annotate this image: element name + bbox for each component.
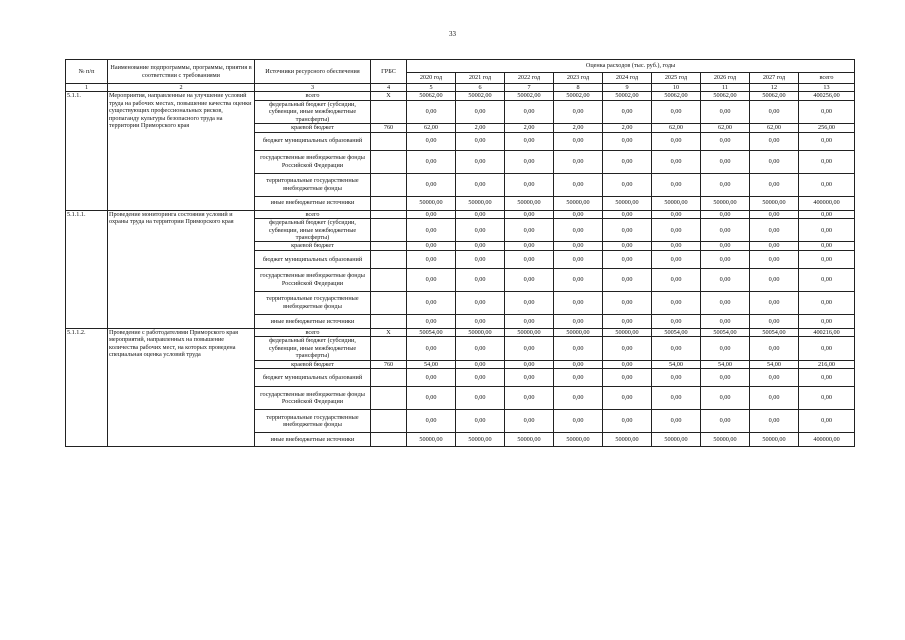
total-value: 0,00	[799, 410, 855, 433]
total-value: 256,00	[799, 124, 855, 132]
year-value: 0,00	[603, 250, 652, 268]
year-value: 0,00	[603, 219, 652, 242]
total-value: 0,00	[799, 387, 855, 410]
year-value: 0,00	[750, 150, 799, 173]
grbs-code	[371, 150, 407, 173]
year-value: 0,00	[652, 132, 701, 150]
total-value: 0,00	[799, 210, 855, 218]
total-value: 0,00	[799, 100, 855, 123]
year-value: 0,00	[603, 173, 652, 196]
grbs-code	[371, 314, 407, 328]
year-value: 0,00	[701, 410, 750, 433]
activity-name: Мероприятия, направленные на улучшение условий труда на рабочих местах, повышение качества оценки существующих профессиональных рисков, пропаганду культуры безопасного труда на территории Приморского края	[108, 92, 255, 210]
funding-source: всего	[255, 210, 371, 218]
budget-table	[65, 59, 855, 447]
year-value: 50054,00	[407, 328, 456, 336]
total-value: 216,00	[799, 360, 855, 368]
funding-source: бюджет муниципальных образований	[255, 132, 371, 150]
page-number: 33	[449, 30, 456, 38]
year-value: 0,00	[407, 210, 456, 218]
header-year: 2020 год	[407, 73, 456, 84]
header-year: 2026 год	[701, 73, 750, 84]
year-value: 2,00	[505, 124, 554, 132]
column-index: 4	[371, 84, 407, 92]
year-value: 0,00	[750, 337, 799, 360]
year-value: 0,00	[603, 369, 652, 387]
year-value: 2,00	[456, 124, 505, 132]
year-value: 0,00	[603, 291, 652, 314]
header-year: 2024 год	[603, 73, 652, 84]
year-value: 50000,00	[554, 433, 603, 447]
year-value: 0,00	[456, 250, 505, 268]
year-value: 0,00	[407, 250, 456, 268]
table-row	[66, 92, 855, 100]
year-value: 0,00	[505, 314, 554, 328]
year-value: 0,00	[701, 150, 750, 173]
year-value: 0,00	[407, 387, 456, 410]
year-value: 0,00	[554, 132, 603, 150]
column-index: 9	[603, 84, 652, 92]
year-value: 54,00	[407, 360, 456, 368]
funding-source: федеральный бюджет (субсидии, субвенции, иные межбюджетные трансферты)	[255, 219, 371, 242]
year-value: 0,00	[505, 132, 554, 150]
total-value: 400000,00	[799, 433, 855, 447]
year-value: 50000,00	[652, 433, 701, 447]
year-value: 50054,00	[701, 328, 750, 336]
grbs-code: 760	[371, 124, 407, 132]
year-value: 50000,00	[750, 196, 799, 210]
year-value: 0,00	[603, 132, 652, 150]
year-value: 0,00	[603, 360, 652, 368]
year-value: 0,00	[505, 410, 554, 433]
year-value: 0,00	[407, 242, 456, 250]
year-value: 0,00	[456, 210, 505, 218]
year-value: 50002,00	[603, 92, 652, 100]
funding-source: краевой бюджет	[255, 124, 371, 132]
total-value: 0,00	[799, 250, 855, 268]
year-value: 0,00	[407, 150, 456, 173]
year-value: 0,00	[554, 369, 603, 387]
column-index: 2	[108, 84, 255, 92]
year-value: 0,00	[750, 219, 799, 242]
header-year: 2022 год	[505, 73, 554, 84]
total-value: 400216,00	[799, 328, 855, 336]
year-value: 50062,00	[652, 92, 701, 100]
year-value: 50054,00	[750, 328, 799, 336]
column-index: 10	[652, 84, 701, 92]
year-value: 0,00	[407, 337, 456, 360]
grbs-code: X	[371, 328, 407, 336]
funding-source: всего	[255, 92, 371, 100]
row-number: 5.1.1.	[66, 92, 108, 210]
year-value: 54,00	[701, 360, 750, 368]
budget-table-body	[66, 92, 855, 447]
funding-source: иные внебюджетные источники	[255, 314, 371, 328]
header-year: 2025 год	[652, 73, 701, 84]
year-value: 0,00	[505, 369, 554, 387]
year-value: 2,00	[554, 124, 603, 132]
total-value: 0,00	[799, 291, 855, 314]
year-value: 0,00	[750, 268, 799, 291]
year-value: 0,00	[554, 268, 603, 291]
year-value: 0,00	[456, 369, 505, 387]
year-value: 50000,00	[407, 196, 456, 210]
header-name: Наименование подпрограммы, программы, приятия в соответствии с требованиями	[108, 60, 255, 84]
year-value: 0,00	[505, 387, 554, 410]
year-value: 0,00	[456, 314, 505, 328]
year-value: 0,00	[750, 387, 799, 410]
total-value: 0,00	[799, 132, 855, 150]
year-value: 0,00	[554, 360, 603, 368]
year-value: 0,00	[701, 314, 750, 328]
funding-source: иные внебюджетные источники	[255, 196, 371, 210]
year-value: 0,00	[456, 219, 505, 242]
year-value: 0,00	[505, 250, 554, 268]
year-value: 0,00	[505, 100, 554, 123]
header-year: 2027 год	[750, 73, 799, 84]
year-value: 0,00	[407, 410, 456, 433]
year-value: 0,00	[456, 150, 505, 173]
year-value: 0,00	[750, 132, 799, 150]
total-value: 0,00	[799, 219, 855, 242]
funding-source: государственные внебюджетные фонды Российской Федерации	[255, 268, 371, 291]
column-index: 3	[255, 84, 371, 92]
year-value: 50000,00	[750, 433, 799, 447]
year-value: 0,00	[652, 210, 701, 218]
year-value: 0,00	[701, 337, 750, 360]
grbs-code	[371, 268, 407, 291]
year-value: 0,00	[554, 250, 603, 268]
year-value: 0,00	[652, 268, 701, 291]
year-value: 0,00	[407, 314, 456, 328]
year-value: 0,00	[505, 150, 554, 173]
year-value: 0,00	[652, 314, 701, 328]
year-value: 0,00	[407, 132, 456, 150]
year-value: 0,00	[456, 268, 505, 291]
year-value: 0,00	[652, 369, 701, 387]
total-value: 0,00	[799, 268, 855, 291]
year-value: 0,00	[505, 219, 554, 242]
year-value: 0,00	[505, 337, 554, 360]
grbs-code	[371, 369, 407, 387]
header-total: всего	[799, 73, 855, 84]
year-value: 0,00	[456, 173, 505, 196]
year-value: 0,00	[407, 219, 456, 242]
year-value: 0,00	[603, 314, 652, 328]
year-value: 0,00	[505, 360, 554, 368]
grbs-code	[371, 337, 407, 360]
year-value: 0,00	[701, 173, 750, 196]
year-value: 0,00	[407, 100, 456, 123]
header-grbs: ГРБС	[371, 60, 407, 84]
grbs-code	[371, 219, 407, 242]
column-index: 11	[701, 84, 750, 92]
funding-source: федеральный бюджет (субсидии, субвенции, иные межбюджетные трансферты)	[255, 100, 371, 123]
grbs-code	[371, 196, 407, 210]
table-row	[66, 328, 855, 336]
year-value: 0,00	[456, 291, 505, 314]
grbs-code	[371, 242, 407, 250]
year-value: 50000,00	[652, 196, 701, 210]
year-value: 0,00	[505, 268, 554, 291]
grbs-code	[371, 210, 407, 218]
year-value: 0,00	[554, 150, 603, 173]
row-number: 5.1.1.1.	[66, 210, 108, 328]
funding-source: иные внебюджетные источники	[255, 433, 371, 447]
year-value: 0,00	[407, 173, 456, 196]
grbs-code	[371, 100, 407, 123]
year-value: 0,00	[701, 100, 750, 123]
grbs-code	[371, 250, 407, 268]
year-value: 0,00	[652, 291, 701, 314]
header-estimate: Оценка расходов (тыс. руб.), годы	[407, 60, 855, 73]
total-value: 0,00	[799, 314, 855, 328]
year-value: 0,00	[603, 210, 652, 218]
funding-source: бюджет муниципальных образований	[255, 369, 371, 387]
column-index: 1	[66, 84, 108, 92]
year-value: 0,00	[701, 250, 750, 268]
grbs-code: 760	[371, 360, 407, 368]
funding-source: всего	[255, 328, 371, 336]
year-value: 50062,00	[750, 92, 799, 100]
year-value: 50000,00	[554, 196, 603, 210]
year-value: 50000,00	[505, 433, 554, 447]
year-value: 50062,00	[701, 92, 750, 100]
total-value: 0,00	[799, 242, 855, 250]
total-value: 0,00	[799, 369, 855, 387]
year-value: 0,00	[456, 132, 505, 150]
funding-source: бюджет муниципальных образований	[255, 250, 371, 268]
header-num: № п/п	[66, 60, 108, 84]
year-value: 0,00	[652, 410, 701, 433]
year-value: 50000,00	[554, 328, 603, 336]
column-index: 7	[505, 84, 554, 92]
header-year: 2023 год	[554, 73, 603, 84]
year-value: 0,00	[554, 219, 603, 242]
row-number: 5.1.1.2.	[66, 328, 108, 446]
header-source: Источники ресурсного обеспечения	[255, 60, 371, 84]
year-value: 0,00	[554, 100, 603, 123]
funding-source: краевой бюджет	[255, 360, 371, 368]
column-index: 5	[407, 84, 456, 92]
year-value: 50002,00	[554, 92, 603, 100]
year-value: 54,00	[750, 360, 799, 368]
year-value: 0,00	[505, 291, 554, 314]
year-value: 0,00	[603, 150, 652, 173]
year-value: 54,00	[652, 360, 701, 368]
year-value: 0,00	[750, 100, 799, 123]
grbs-code: X	[371, 92, 407, 100]
year-value: 0,00	[701, 219, 750, 242]
year-value: 0,00	[554, 410, 603, 433]
year-value: 0,00	[407, 291, 456, 314]
year-value: 0,00	[603, 242, 652, 250]
year-value: 0,00	[554, 337, 603, 360]
year-value: 50000,00	[456, 196, 505, 210]
year-value: 0,00	[603, 337, 652, 360]
year-value: 0,00	[554, 387, 603, 410]
total-value: 400256,00	[799, 92, 855, 100]
year-value: 0,00	[701, 242, 750, 250]
year-value: 0,00	[701, 268, 750, 291]
total-value: 0,00	[799, 337, 855, 360]
year-value: 0,00	[652, 250, 701, 268]
year-value: 50000,00	[505, 328, 554, 336]
funding-source: краевой бюджет	[255, 242, 371, 250]
year-value: 0,00	[652, 337, 701, 360]
year-value: 0,00	[701, 387, 750, 410]
column-index: 8	[554, 84, 603, 92]
total-value: 400000,00	[799, 196, 855, 210]
year-value: 0,00	[505, 173, 554, 196]
year-value: 0,00	[652, 242, 701, 250]
grbs-code	[371, 433, 407, 447]
year-value: 50000,00	[407, 433, 456, 447]
year-value: 50054,00	[652, 328, 701, 336]
year-value: 50062,00	[407, 92, 456, 100]
total-value: 0,00	[799, 150, 855, 173]
year-value: 50000,00	[701, 196, 750, 210]
year-value: 0,00	[456, 387, 505, 410]
year-value: 50000,00	[505, 196, 554, 210]
year-value: 0,00	[603, 410, 652, 433]
total-value: 0,00	[799, 173, 855, 196]
year-value: 0,00	[456, 242, 505, 250]
year-value: 0,00	[750, 250, 799, 268]
column-index-row	[66, 84, 855, 92]
year-value: 0,00	[407, 369, 456, 387]
year-value: 0,00	[603, 100, 652, 123]
funding-source: федеральный бюджет (субсидии, субвенции, иные межбюджетные трансферты)	[255, 337, 371, 360]
column-index: 13	[799, 84, 855, 92]
year-value: 62,00	[652, 124, 701, 132]
year-value: 0,00	[554, 242, 603, 250]
column-index: 6	[456, 84, 505, 92]
year-value: 50002,00	[505, 92, 554, 100]
year-value: 0,00	[456, 410, 505, 433]
year-value: 0,00	[456, 100, 505, 123]
year-value: 0,00	[505, 242, 554, 250]
year-value: 0,00	[505, 210, 554, 218]
year-value: 62,00	[750, 124, 799, 132]
year-value: 0,00	[652, 387, 701, 410]
grbs-code	[371, 132, 407, 150]
year-value: 0,00	[750, 410, 799, 433]
year-value: 0,00	[652, 219, 701, 242]
year-value: 62,00	[701, 124, 750, 132]
year-value: 0,00	[652, 150, 701, 173]
year-value: 50002,00	[456, 92, 505, 100]
year-value: 0,00	[554, 291, 603, 314]
grbs-code	[371, 291, 407, 314]
year-value: 0,00	[603, 387, 652, 410]
year-value: 0,00	[652, 173, 701, 196]
year-value: 0,00	[652, 100, 701, 123]
year-value: 62,00	[407, 124, 456, 132]
year-value: 0,00	[554, 210, 603, 218]
year-value: 2,00	[603, 124, 652, 132]
year-value: 0,00	[701, 210, 750, 218]
header-year: 2021 год	[456, 73, 505, 84]
year-value: 0,00	[750, 210, 799, 218]
activity-name: Проведение с работодателями Приморского края мероприятий, направленных на повышение количества рабочих мест, на которых проведена специальная оценка условий труда	[108, 328, 255, 446]
year-value: 50000,00	[701, 433, 750, 447]
year-value: 0,00	[750, 369, 799, 387]
column-index: 12	[750, 84, 799, 92]
funding-source: государственные внебюджетные фонды Российской Федерации	[255, 150, 371, 173]
year-value: 0,00	[750, 291, 799, 314]
year-value: 50000,00	[456, 328, 505, 336]
year-value: 0,00	[701, 369, 750, 387]
year-value: 0,00	[456, 360, 505, 368]
year-value: 0,00	[603, 268, 652, 291]
funding-source: территориальные государственные внебюджетные фонды	[255, 173, 371, 196]
table-row	[66, 210, 855, 218]
activity-name: Проведение мониторинга состояния условий и охраны труда на территории Приморского края	[108, 210, 255, 328]
year-value: 50000,00	[603, 196, 652, 210]
year-value: 0,00	[701, 291, 750, 314]
grbs-code	[371, 410, 407, 433]
year-value: 0,00	[456, 337, 505, 360]
grbs-code	[371, 387, 407, 410]
year-value: 0,00	[701, 132, 750, 150]
funding-source: территориальные государственные внебюджетные фонды	[255, 410, 371, 433]
year-value: 0,00	[750, 242, 799, 250]
year-value: 0,00	[750, 173, 799, 196]
grbs-code	[371, 173, 407, 196]
year-value: 0,00	[750, 314, 799, 328]
year-value: 0,00	[554, 314, 603, 328]
funding-source: государственные внебюджетные фонды Российской Федерации	[255, 387, 371, 410]
year-value: 50000,00	[456, 433, 505, 447]
year-value: 0,00	[554, 173, 603, 196]
year-value: 0,00	[407, 268, 456, 291]
year-value: 50000,00	[603, 328, 652, 336]
funding-source: территориальные государственные внебюджетные фонды	[255, 291, 371, 314]
year-value: 50000,00	[603, 433, 652, 447]
